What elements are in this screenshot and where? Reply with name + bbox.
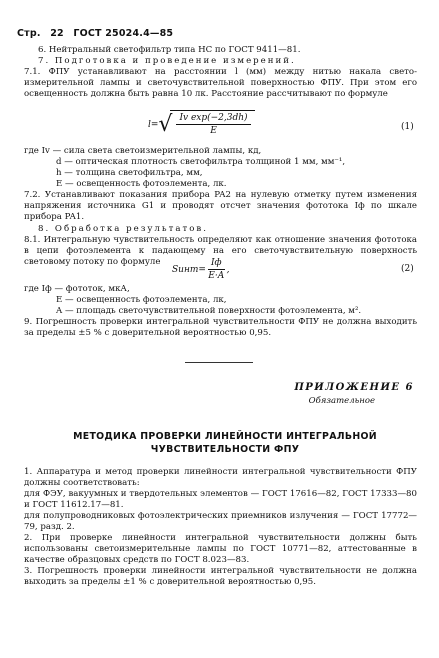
radical-sign: √ — [158, 112, 173, 137]
formula-2-denominator: E·A — [208, 271, 225, 281]
section-item-1a: для ФЭУ, вакуумных и твердотельных элементов — ГОСТ 17616—82, ГОСТ 17333—80 и ГОСТ 11612.17—81. — [24, 489, 417, 511]
where-1-h: h — толщина светофильтра, мм, — [56, 168, 203, 178]
item-6: 6. Нейтральный светофильтр типа НС по ГОСТ 9411—81. — [38, 45, 301, 55]
formula-1-numerator: Iv exp(−2,3dh) — [176, 113, 250, 125]
paragraph-7-1: 7.1. ФПУ устанавливают на расстоянии l (мм) между нитью накала свето-измерительной лампы и светочувствительной поверхностью ФПУ. При этом его освещенность должна быть равна 10 лк. Расстояние рассчитывают по формуле — [24, 67, 417, 100]
where-1-e: E — освещенность фотоэлемента, лк. — [56, 179, 227, 189]
formula-1-denominator: E — [210, 126, 217, 136]
formula-2-comma: , — [226, 265, 230, 275]
formula-2-lhs: Sинт= — [172, 265, 206, 275]
where-2-e: E — освещенность фотоэлемента, лк, — [56, 295, 227, 305]
paragraph-9: 9. Погрешность проверки интегральной чувствительности ФПУ не должна выходить за пределы ±5 % с доверительной вероятностью 0,95. — [24, 317, 417, 339]
where-2-if: где Iф — фототок, мкА, — [24, 284, 130, 294]
formula-2-numerator: Iф — [208, 258, 225, 270]
section-divider — [185, 362, 253, 363]
paragraph-7-2: 7.2. Устанавливают показания прибора PA2 на нулевую отметку путем изменения напряжения источника G1 и проводят отсчет значения фототока Iф по шкале прибора PA1. — [24, 190, 417, 223]
page-number: 22 — [50, 28, 64, 39]
section-item-3: 3. Погрешность проверки линейности интегральной чувствительности не должна выходить за пределы ±1 % с доверительной вероятностью 0,95. — [24, 566, 417, 588]
where-1-iv: где Iv — сила света светоизмерительной лампы, кд, — [24, 146, 262, 156]
section-item-2: 2. При проверке линейности интегральной чувствительности должны быть использованы светоизмерительные лампы по ГОСТ 10771—82, аттестованные в качестве образцовых средств по ГОСТ 8.023—83. — [24, 533, 417, 566]
item-8-heading: 8. Обработка результатов. — [38, 224, 208, 234]
formula-2 — [172, 258, 229, 281]
page-label: Стр. — [17, 28, 41, 39]
formula-2-number: (2) — [401, 264, 414, 274]
section-heading: МЕТОДИКА ПРОВЕРКИ ЛИНЕЙНОСТИ ИНТЕГРАЛЬНОЙ ЧУВСТВИТЕЛЬНОСТИ ФПУ — [73, 431, 377, 455]
section-item-1: 1. Аппаратура и метод проверки линейности интегральной чувствительности ФПУ должны соответствовать: — [24, 467, 417, 489]
paragraph-8-1: 8.1. Интегральную чувствительность определяют как отношение значения фототока в цепи фотоэлемента к падающему на его светочувствительную поверхность световому потоку по формуле — [24, 235, 417, 268]
formula-1 — [148, 110, 255, 137]
standard-number: ГОСТ 25024.4—85 — [73, 28, 174, 39]
appendix-title: ПРИЛОЖЕНИЕ 6 — [294, 382, 414, 393]
where-2-a: A — площадь светочувствительной поверхности фотоэлемента, м². — [56, 306, 362, 316]
formula-1-lhs: l= — [148, 120, 159, 130]
page-header — [17, 28, 179, 39]
appendix-subtitle: Обязательное — [308, 396, 375, 406]
section-item-1b: для полупроводниковых фотоэлектрических приемников излучения — ГОСТ 17772—79, разд. 2. — [24, 511, 417, 533]
item-7-heading: 7. Подготовка и проведение измерений. — [38, 56, 296, 66]
where-1-d: d — оптическая плотность светофильтра толщиной 1 мм, мм⁻¹, — [56, 157, 346, 167]
formula-1-number: (1) — [401, 122, 414, 132]
